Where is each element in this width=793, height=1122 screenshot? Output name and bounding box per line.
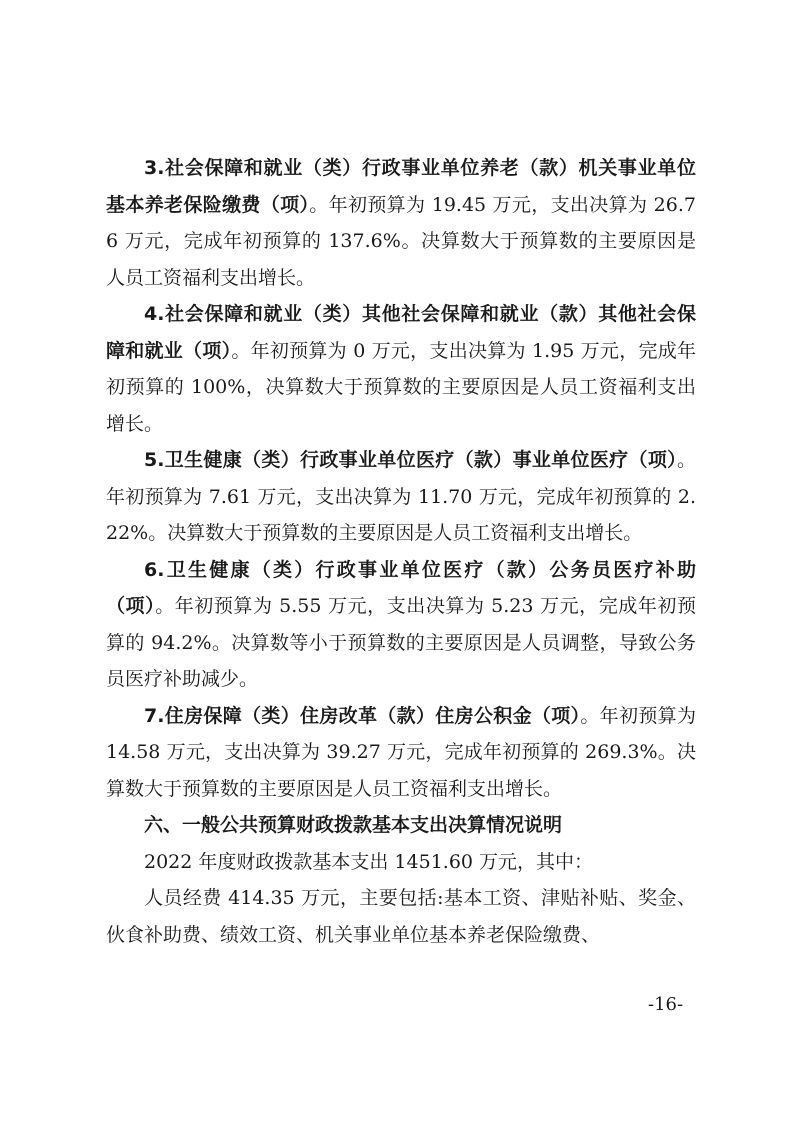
document-body (106, 150, 696, 953)
page-number: -16- (648, 994, 684, 1015)
paragraph-item-3 (106, 150, 696, 296)
section-heading: 六、一般公共预算财政拨款基本支出决算情况说明 (144, 814, 563, 836)
item-heading: 6.卫生健康（类）行政事业单位医疗（款）公务员医疗补助（项） (106, 558, 696, 617)
item-text: 。年初预算为 0 万元，支出决算为 1.95 万元，完成年初预算的 100%，决算数大于预算数的主要原因是人员工资福利支出增长。 (106, 339, 696, 435)
paragraph-item-4 (106, 296, 696, 442)
item-heading: 7.住房保障（类）住房改革（款）住房公积金（项） (144, 704, 581, 727)
paragraph-item-6 (106, 552, 696, 698)
item-heading: 4.社会保障和就业（类）其他社会保障和就业（款）其他社会保障和就业（项） (106, 303, 696, 362)
personnel-paragraph: 人员经费 414.35 万元，主要包括:基本工资、津贴补贴、奖金、伙食补助费、绩效工资、机关事业单位基本养老保险缴费、 (106, 887, 696, 946)
paragraph-item-5 (106, 442, 696, 552)
item-heading: 5.卫生健康（类）行政事业单位医疗（款）事业单位医疗（项） (144, 449, 677, 471)
item-text: 。年初预算为 7.61 万元，支出决算为 11.70 万元，完成年初预算的 2.22%。决算数大于预算数的主要原因是人员工资福利支出增长。 (106, 449, 696, 544)
summary-paragraph: 2022 年度财政拨款基本支出 1451.60 万元，其中： (144, 850, 594, 873)
item-text: 。年初预算为 14.58 万元，支出决算为 39.27 万元，完成年初预算的 269.3%。决算数大于预算数的主要原因是人员工资福利支出增长。 (106, 704, 696, 800)
item-heading: 3.社会保障和就业（类）行政事业单位养老（款）机关事业单位基本养老保险缴费（项） (106, 157, 696, 216)
item-text: 。年初预算为 19.45 万元，支出决算为 26.76 万元，完成年初预算的 137.6%。决算数大于预算数的主要原因是人员工资福利支出增长。 (106, 193, 696, 289)
paragraph-item-7 (106, 698, 696, 808)
item-text: 。年初预算为 5.55 万元，支出决算为 5.23 万元，完成年初预算的 94.2%。决算数等小于预算数的主要原因是人员调整，导致公务员医疗补助减少。 (106, 595, 696, 690)
